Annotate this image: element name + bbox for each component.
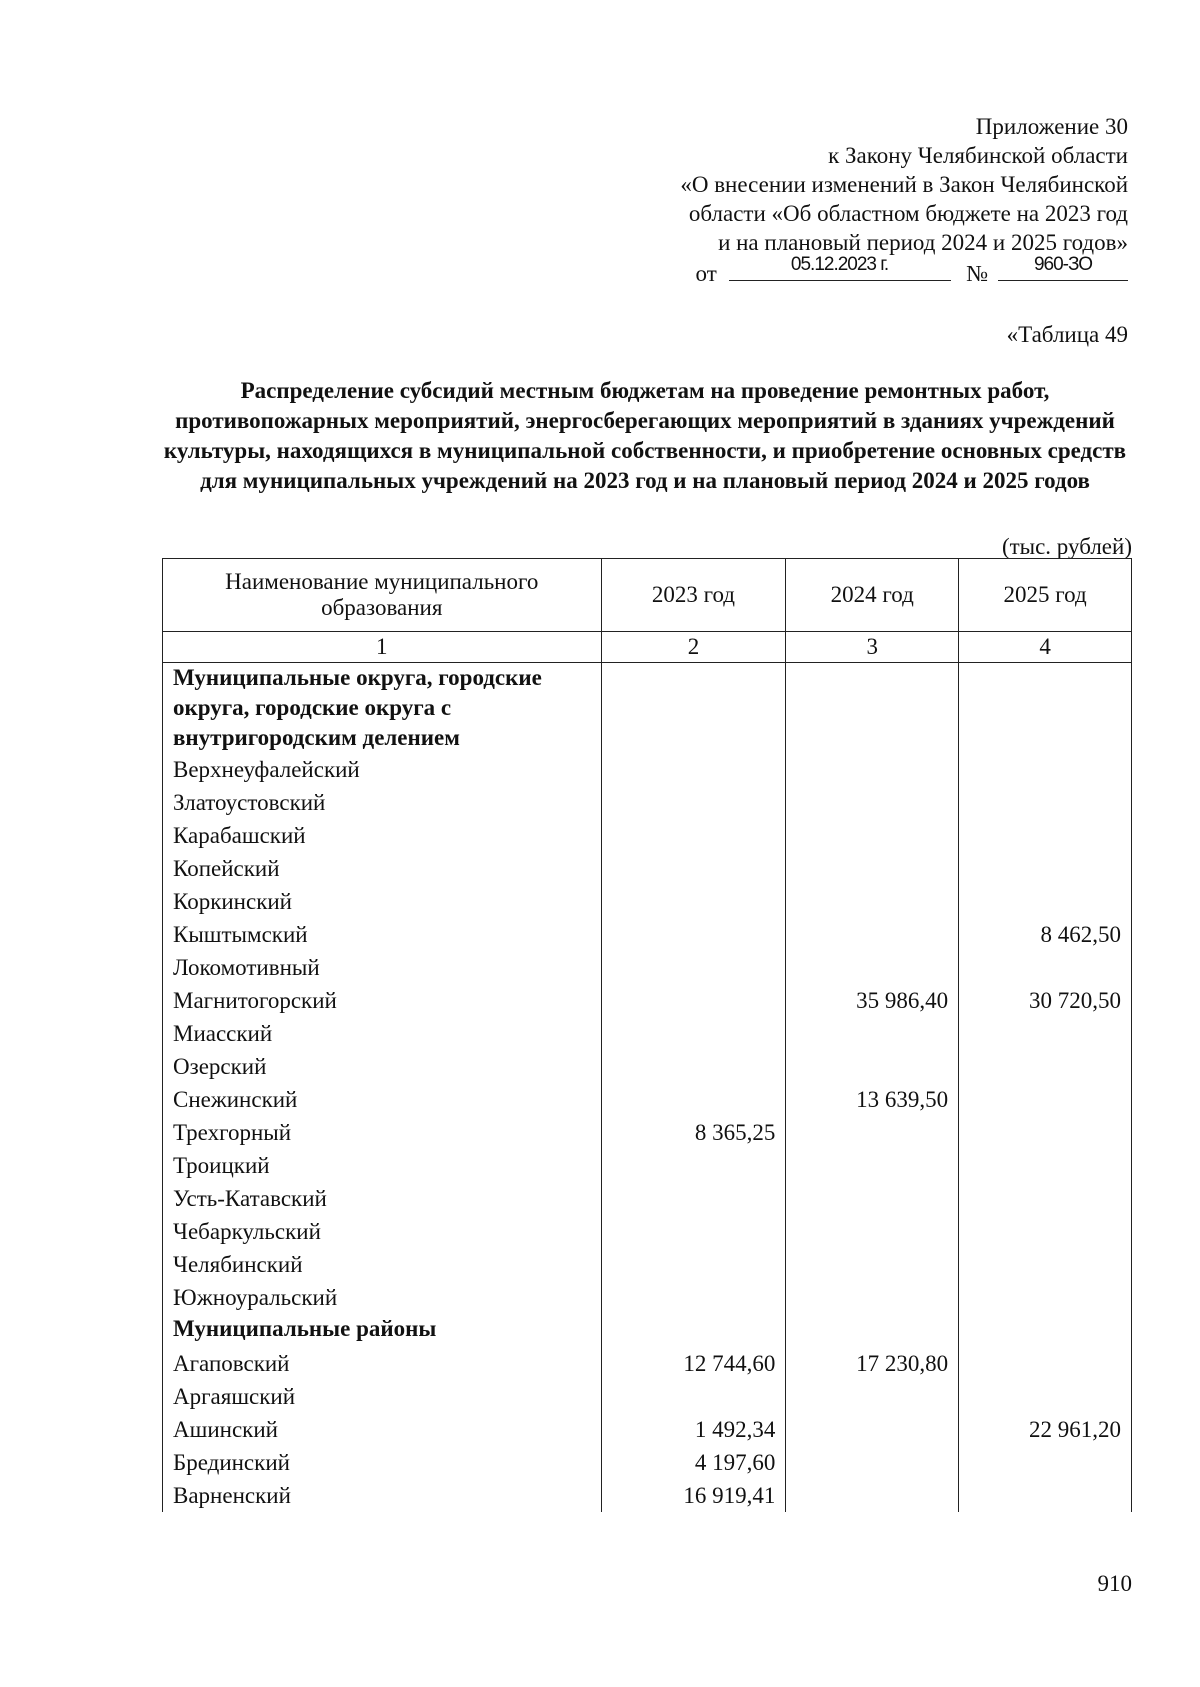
municipality-name: Ашинский	[163, 1413, 602, 1446]
amount-y2024	[786, 1281, 959, 1314]
amount-y2025	[959, 1017, 1132, 1050]
municipality-name: Троицкий	[163, 1149, 602, 1182]
amount-y2025	[959, 1116, 1132, 1149]
amount-y2023: 4 197,60	[601, 1446, 786, 1479]
law-number: 960-ЗО	[1033, 254, 1093, 275]
table-row	[163, 1281, 1132, 1314]
table-row	[163, 1116, 1132, 1149]
amount-y2023	[601, 1281, 786, 1314]
table-row	[163, 753, 1132, 786]
amount-y2024	[786, 1017, 959, 1050]
amount-y2025	[959, 1380, 1132, 1413]
amount-y2023	[601, 753, 786, 786]
amount-y2025: 22 961,20	[959, 1413, 1132, 1446]
amount-y2023	[601, 984, 786, 1017]
amount-y2024	[786, 786, 959, 819]
municipality-name: Копейский	[163, 852, 602, 885]
municipality-name: Брединский	[163, 1446, 602, 1479]
table-body	[163, 663, 1132, 1513]
amount-y2025	[959, 786, 1132, 819]
table-cell	[786, 663, 959, 754]
table-cell	[959, 1314, 1132, 1347]
municipality-name: Миасский	[163, 1017, 602, 1050]
table-row	[163, 1380, 1132, 1413]
table-label: «Таблица 49	[1006, 322, 1128, 347]
table-row	[163, 1413, 1132, 1446]
law-date-number-line	[680, 254, 1128, 288]
column-header: 2023 год	[601, 559, 786, 632]
amount-y2025	[959, 885, 1132, 918]
amount-y2023	[601, 1050, 786, 1083]
table-row	[163, 1050, 1132, 1083]
amount-y2025	[959, 819, 1132, 852]
table-row	[163, 1215, 1132, 1248]
amount-y2024	[786, 1050, 959, 1083]
column-header: 2024 год	[786, 559, 959, 632]
amount-y2025	[959, 1149, 1132, 1182]
amount-y2024	[786, 1446, 959, 1479]
appendix-header	[680, 112, 1128, 288]
amount-y2023	[601, 1083, 786, 1116]
amount-y2023: 12 744,60	[601, 1347, 786, 1380]
municipality-name: Южноуральский	[163, 1281, 602, 1314]
amount-y2025	[959, 951, 1132, 984]
amount-y2023	[601, 852, 786, 885]
amount-y2025	[959, 1479, 1132, 1512]
table-row	[163, 1347, 1132, 1380]
municipality-name: Локомотивный	[163, 951, 602, 984]
number-label: №	[966, 261, 989, 286]
table-row	[163, 819, 1132, 852]
amount-y2024	[786, 852, 959, 885]
amount-y2023: 16 919,41	[601, 1479, 786, 1512]
amount-y2023	[601, 1248, 786, 1281]
table-cell	[601, 663, 786, 754]
amount-y2025	[959, 1446, 1132, 1479]
table-cell	[601, 1314, 786, 1347]
table-row	[163, 951, 1132, 984]
amount-y2025	[959, 1248, 1132, 1281]
amount-y2024	[786, 1149, 959, 1182]
municipality-name: Усть-Катавский	[163, 1182, 602, 1215]
table-row	[163, 1017, 1132, 1050]
municipality-name: Чебаркульский	[163, 1215, 602, 1248]
amount-y2023: 1 492,34	[601, 1413, 786, 1446]
column-header: Наименование муниципального образования	[163, 559, 602, 632]
municipality-name: Аргаяшский	[163, 1380, 602, 1413]
municipality-name: Варненский	[163, 1479, 602, 1512]
amount-y2023	[601, 1149, 786, 1182]
amount-y2024	[786, 951, 959, 984]
table-row	[163, 852, 1132, 885]
amount-y2023	[601, 819, 786, 852]
amount-y2023	[601, 1380, 786, 1413]
amount-y2023	[601, 1215, 786, 1248]
amount-y2024	[786, 1413, 959, 1446]
amount-y2024	[786, 819, 959, 852]
amount-y2024	[786, 1380, 959, 1413]
amount-y2024: 17 230,80	[786, 1347, 959, 1380]
table-header-row	[163, 559, 1132, 632]
appendix-line: к Закону Челябинской области	[828, 143, 1128, 168]
number-field	[998, 254, 1128, 281]
appendix-line: и на плановый период 2024 и 2025 годов»	[718, 230, 1128, 255]
municipality-name: Челябинский	[163, 1248, 602, 1281]
amount-y2025	[959, 1182, 1132, 1215]
table-row	[163, 1479, 1132, 1512]
group-title: Муниципальные округа, городские округа, городские округа с внутригородским делением	[163, 663, 602, 754]
amount-y2024: 13 639,50	[786, 1083, 959, 1116]
column-number: 2	[601, 632, 786, 663]
column-number: 1	[163, 632, 602, 663]
amount-y2023	[601, 1017, 786, 1050]
amount-y2024	[786, 1479, 959, 1512]
table-cell	[786, 1314, 959, 1347]
page-number: 910	[1097, 1571, 1132, 1596]
amount-y2023	[601, 1182, 786, 1215]
amount-y2023	[601, 885, 786, 918]
amount-y2024	[786, 918, 959, 951]
column-header: 2025 год	[959, 559, 1132, 632]
amount-y2024	[786, 885, 959, 918]
law-date: 05.12.2023 г.	[790, 254, 889, 275]
appendix-line: «О внесении изменений в Закон Челябинской	[680, 172, 1128, 197]
amount-y2023	[601, 786, 786, 819]
municipality-name: Магнитогорский	[163, 984, 602, 1017]
table-row	[163, 1182, 1132, 1215]
amount-y2025	[959, 1083, 1132, 1116]
column-number: 3	[786, 632, 959, 663]
amount-y2024	[786, 1215, 959, 1248]
amount-y2025	[959, 1281, 1132, 1314]
amount-y2025: 8 462,50	[959, 918, 1132, 951]
municipality-name: Снежинский	[163, 1083, 602, 1116]
table-row	[163, 918, 1132, 951]
subsidy-table	[162, 558, 1132, 1512]
municipality-name: Агаповский	[163, 1347, 602, 1380]
group-title: Муниципальные районы	[163, 1314, 602, 1347]
municipality-name: Верхнеуфалейский	[163, 753, 602, 786]
municipality-name: Коркинский	[163, 885, 602, 918]
municipality-name: Озерский	[163, 1050, 602, 1083]
table-row	[163, 786, 1132, 819]
table-row	[163, 1149, 1132, 1182]
amount-y2024	[786, 753, 959, 786]
amount-y2024	[786, 1248, 959, 1281]
date-field	[729, 254, 951, 281]
amount-y2025	[959, 1347, 1132, 1380]
group-header-row	[163, 1314, 1132, 1347]
amount-y2023: 8 365,25	[601, 1116, 786, 1149]
table-row	[163, 984, 1132, 1017]
amount-y2023	[601, 951, 786, 984]
municipality-name: Карабашский	[163, 819, 602, 852]
document-title: Распределение субсидий местным бюджетам на проведение ремонтных работ, противопожарных мероприятий, энергосберегающих мероприятий в зданиях учреждений культуры, находящихся в муниципальной собственности, и приобретение основных средств для муниципальных учреждений на 2023 год и на плановый период 2024 и 2025 годов	[163, 378, 1127, 493]
appendix-line: Приложение 30	[975, 114, 1128, 139]
amount-y2025: 30 720,50	[959, 984, 1132, 1017]
amount-y2023	[601, 918, 786, 951]
amount-y2025	[959, 1215, 1132, 1248]
column-number-row	[163, 632, 1132, 663]
municipality-name: Кыштымский	[163, 918, 602, 951]
amount-y2025	[959, 753, 1132, 786]
amount-y2024	[786, 1116, 959, 1149]
table-row	[163, 1248, 1132, 1281]
municipality-name: Трехгорный	[163, 1116, 602, 1149]
table-row	[163, 1446, 1132, 1479]
column-number: 4	[959, 632, 1132, 663]
table-row	[163, 1083, 1132, 1116]
from-label: от	[695, 261, 717, 286]
appendix-line: области «Об областном бюджете на 2023 год	[688, 201, 1128, 226]
amount-y2024	[786, 1182, 959, 1215]
amount-y2024: 35 986,40	[786, 984, 959, 1017]
units-label: (тыс. рублей)	[1001, 534, 1132, 559]
amount-y2025	[959, 1050, 1132, 1083]
amount-y2025	[959, 852, 1132, 885]
table-row	[163, 885, 1132, 918]
table-cell	[959, 663, 1132, 754]
group-header-row	[163, 663, 1132, 754]
municipality-name: Златоустовский	[163, 786, 602, 819]
